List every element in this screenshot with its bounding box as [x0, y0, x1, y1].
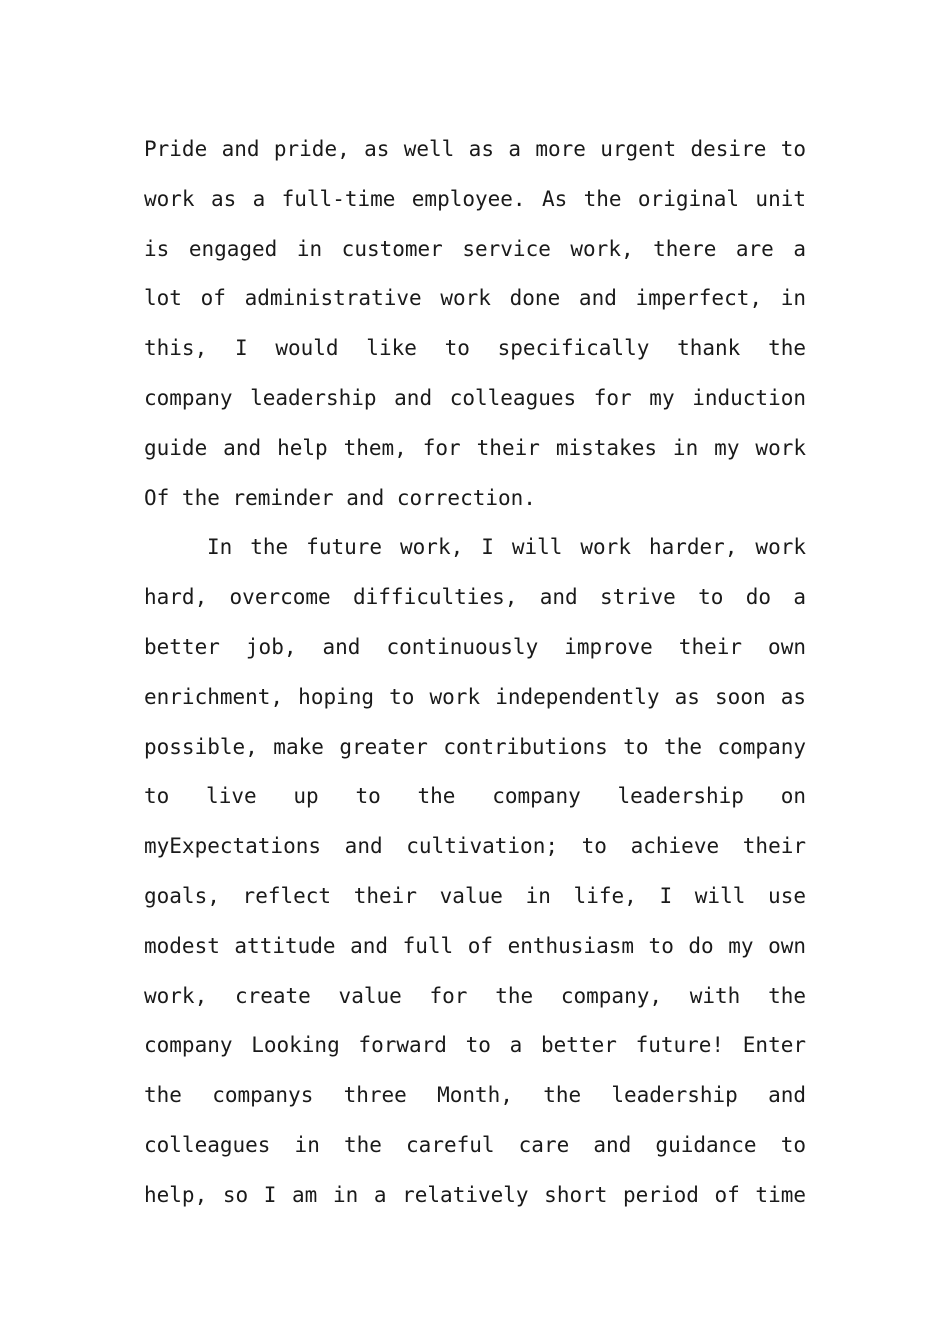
text-line: is engaged in customer service work, there are a — [144, 236, 806, 261]
text-line: work, create value for the company, with the — [144, 983, 806, 1008]
text-line: Pride and pride, as well as a more urgent desire to — [144, 137, 806, 161]
text-line: company leadership and colleagues for my induction — [144, 385, 806, 410]
text-line: this, I would like to specifically thank the — [144, 336, 806, 361]
text-line: hard, overcome difficulties, and strive to do a — [144, 585, 806, 610]
text-line: In the future work, I will work harder, work — [207, 535, 806, 560]
text-line: the companys three Month, the leadership and — [144, 1083, 806, 1108]
text-line: work as a full-time employee. As the original unit — [144, 186, 806, 211]
text-line: guide and help them, for their mistakes in my work — [144, 435, 806, 460]
body-text — [144, 125, 806, 1221]
text-line: lot of administrative work done and imperfect, in — [144, 286, 806, 311]
text-line: goals, reflect their value in life, I will use — [144, 883, 806, 908]
text-line: enrichment, hoping to work independently as soon as — [144, 684, 806, 709]
text-line: possible, make greater contributions to the company — [144, 734, 806, 759]
text-line: better job, and continuously improve their own — [144, 634, 806, 659]
text-line: Of the reminder and correction. — [144, 485, 536, 510]
text-line: colleagues in the careful care and guidance to — [144, 1132, 806, 1157]
text-line: to live up to the company leadership on — [144, 784, 806, 809]
text-line: myExpectations and cultivation; to achieve their — [144, 834, 806, 859]
text-line: company Looking forward to a better future! Enter — [144, 1033, 806, 1058]
text-line: help, so I am in a relatively short period of time — [144, 1182, 806, 1207]
text-line: modest attitude and full of enthusiasm to do my own — [144, 933, 806, 958]
